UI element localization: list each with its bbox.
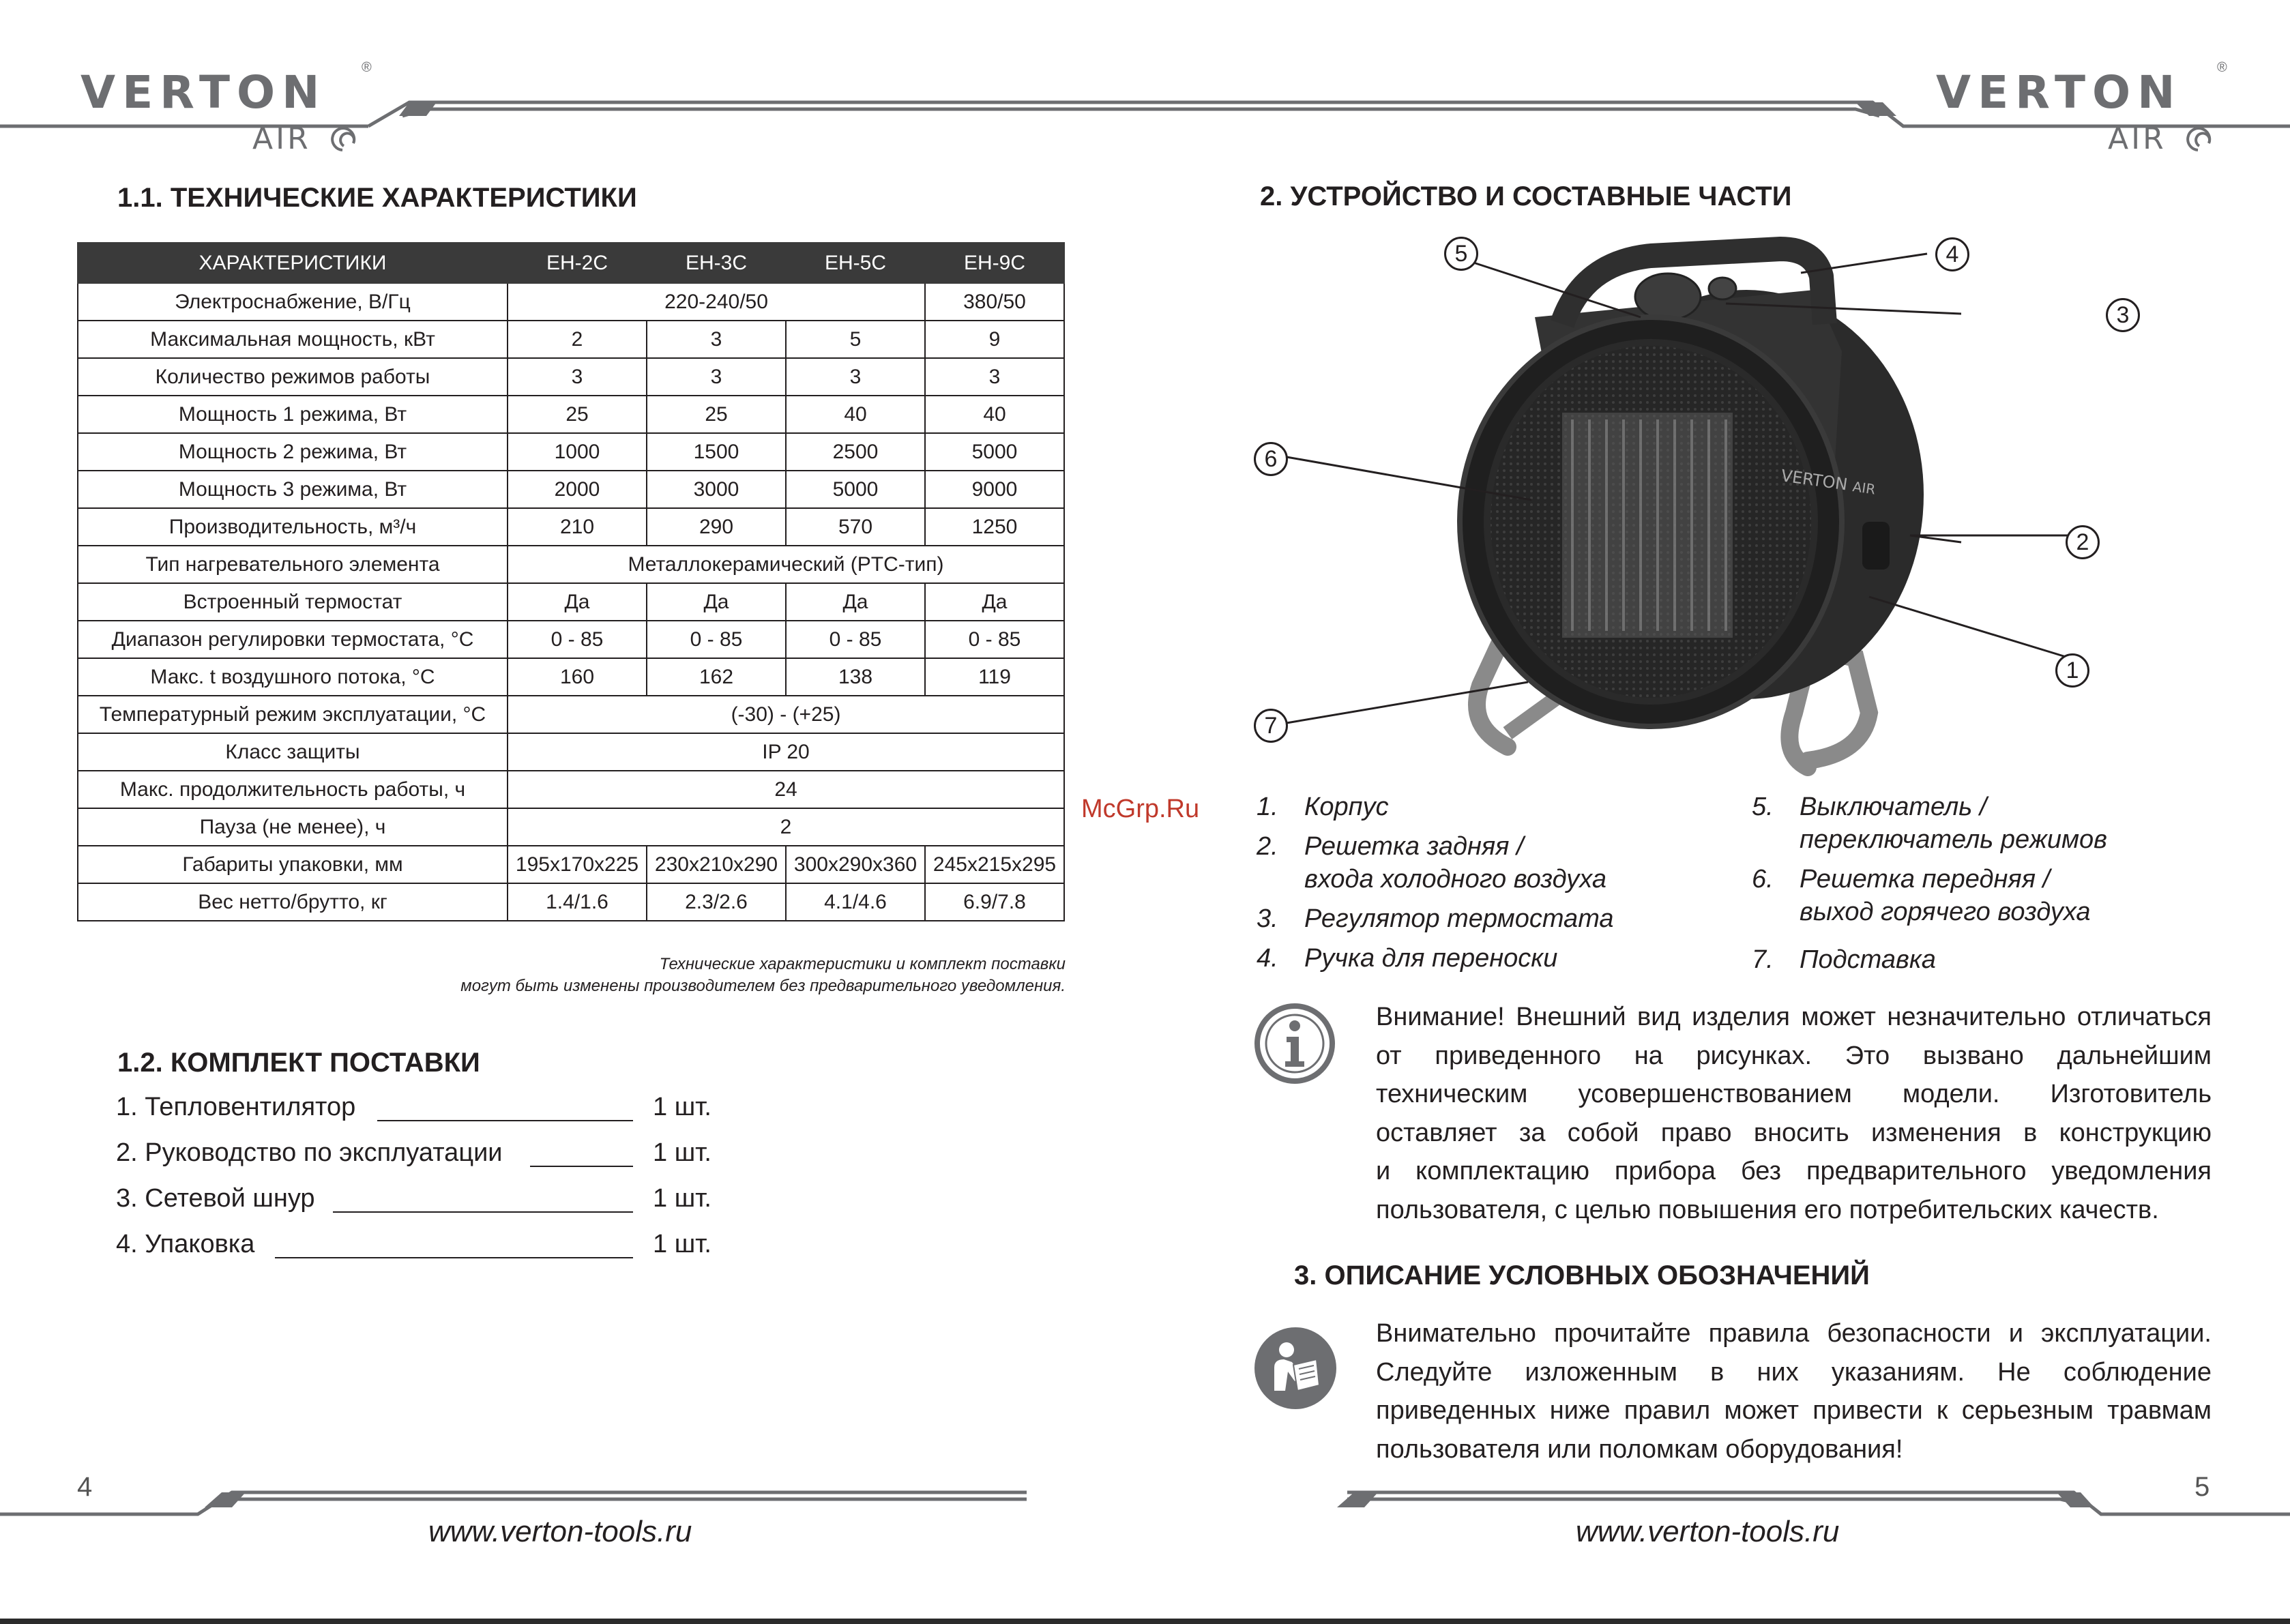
brand-logo-left: VERTON <box>80 66 327 119</box>
legend-left <box>1257 791 1614 981</box>
table-cell: 210 <box>508 508 647 546</box>
table-row <box>78 658 1064 696</box>
callout-leaders <box>1255 232 2156 750</box>
table-cell: Макс. продолжительность работы, ч <box>78 771 508 808</box>
table-row <box>78 396 1064 433</box>
table-cell: 2000 <box>508 471 647 508</box>
table-cell: Мощность 3 режима, Вт <box>78 471 508 508</box>
kit-leader-line <box>530 1166 633 1167</box>
table-cell: Макс. t воздушного потока, °С <box>78 658 508 696</box>
kit-item: 2. Руководство по эксплуатации <box>116 1138 503 1167</box>
table-cell: Да <box>508 583 647 621</box>
table-row <box>78 546 1064 583</box>
callout-5: 5 <box>1444 237 1478 271</box>
table-cell: Габариты упаковки, мм <box>78 846 508 883</box>
footer-decoration <box>0 1480 2290 1528</box>
table-row <box>78 283 1064 321</box>
table-cell: 3 <box>786 358 925 396</box>
table-cell: Количество режимов работы <box>78 358 508 396</box>
table-cell: 4.1/4.6 <box>786 883 925 921</box>
table-cell: 300x290x360 <box>786 846 925 883</box>
table-cell: 570 <box>786 508 925 546</box>
table-cell: 9000 <box>925 471 1064 508</box>
table-cell: 2.3/2.6 <box>647 883 786 921</box>
table-cell: 2 <box>508 808 1064 846</box>
table-row <box>78 583 1064 621</box>
legend-item-5: 5. Выключатель / переключатель режимов <box>1752 793 2107 854</box>
footer-url-left: www.verton-tools.ru <box>428 1515 692 1548</box>
legend-item-7: 7. Подставка <box>1752 945 1936 974</box>
table-cell: Тип нагревательного элемента <box>78 546 508 583</box>
legend-item-6: 6. Решетка передняя / выход горячего воздуха <box>1752 865 2091 926</box>
table-cell: Мощность 1 режима, Вт <box>78 396 508 433</box>
registered-mark-left: ® <box>362 60 372 75</box>
table-cell: 2500 <box>786 433 925 471</box>
callout-3: 3 <box>2106 298 2140 332</box>
table-cell: 0 - 85 <box>647 621 786 658</box>
info-icon <box>1254 1003 1336 1084</box>
table-cell: Да <box>925 583 1064 621</box>
table-header-cell: EH-5C <box>786 243 925 283</box>
table-row <box>78 696 1064 733</box>
heater-label: VERTON <box>1780 466 1849 494</box>
table-cell: 24 <box>508 771 1064 808</box>
table-cell: 3000 <box>647 471 786 508</box>
table-row <box>78 808 1064 846</box>
kit-leader-line <box>377 1120 633 1121</box>
table-cell: Диапазон регулировки термостата, °С <box>78 621 508 658</box>
kit-qty: 1 шт. <box>653 1093 711 1121</box>
table-row <box>78 471 1064 508</box>
callout-7: 7 <box>1254 709 1288 743</box>
table-cell: 40 <box>925 396 1064 433</box>
table-cell: 230x210x290 <box>647 846 786 883</box>
table-cell: 0 - 85 <box>925 621 1064 658</box>
table-cell: Пауза (не менее), ч <box>78 808 508 846</box>
table-cell: 40 <box>786 396 925 433</box>
page-number-left: 4 <box>77 1472 93 1502</box>
table-cell: Да <box>786 583 925 621</box>
legend-item-2: 2. Решетка задняя / входа холодного воздуха <box>1257 832 1606 894</box>
svg-text:AIR: AIR <box>1851 478 1877 498</box>
table-cell: IP 20 <box>508 733 1064 771</box>
table-cell: 1.4/1.6 <box>508 883 647 921</box>
brand-sub-right: AIR <box>2108 121 2167 156</box>
kit-item: 1. Тепловентилятор <box>116 1093 356 1121</box>
callout-4: 4 <box>1935 237 1969 271</box>
callout-2: 2 <box>2066 525 2100 559</box>
kit-item: 4. Упаковка <box>116 1230 255 1258</box>
table-header-cell: ХАРАКТЕРИСТИКИ <box>78 243 508 283</box>
kit-leader-line <box>275 1257 633 1258</box>
device-heading: 2. УСТРОЙСТВО И СОСТАВНЫЕ ЧАСТИ <box>1260 181 1792 211</box>
specs-heading: 1.1. ТЕХНИЧЕСКИЕ ХАРАКТЕРИСТИКИ <box>117 183 637 213</box>
legend-right <box>1752 791 2107 983</box>
table-cell: 195x170x225 <box>508 846 647 883</box>
table-row <box>78 508 1064 546</box>
kit-leader-line <box>333 1211 633 1213</box>
kit-qty: 1 шт. <box>653 1138 711 1167</box>
table-cell: Вес нетто/брутто, кг <box>78 883 508 921</box>
table-cell: 119 <box>925 658 1064 696</box>
table-cell: 3 <box>508 358 647 396</box>
kit-qty: 1 шт. <box>653 1184 711 1213</box>
table-header-cell: EH-3C <box>647 243 786 283</box>
table-cell: 9 <box>925 321 1064 358</box>
table-cell: 25 <box>647 396 786 433</box>
table-row <box>78 358 1064 396</box>
attention-text: Внимание! Внешний вид изделия может незначительно отличаться от приведенного на рисунках. Это вызвано дальнейшим техническим усовершенствованием модели. Изготовитель оставляет за собой право вносить изменения в конструкцию и комплектацию прибора без предварительного уведомления пользователя, с целью повышения его потребительских качеств. <box>1376 1003 2212 1224</box>
table-cell: 290 <box>647 508 786 546</box>
table-cell: Металлокерамический (PTC-тип) <box>508 546 1064 583</box>
table-header-cell: EH-9C <box>925 243 1064 283</box>
table-cell: 1500 <box>647 433 786 471</box>
table-row <box>78 321 1064 358</box>
table-cell: 380/50 <box>925 283 1064 321</box>
table-cell: 1250 <box>925 508 1064 546</box>
table-cell: 0 - 85 <box>786 621 925 658</box>
table-row <box>78 883 1064 921</box>
table-cell: 245x215x295 <box>925 846 1064 883</box>
table-cell: (-30) - (+25) <box>508 696 1064 733</box>
table-cell: 3 <box>647 321 786 358</box>
table-cell: 162 <box>647 658 786 696</box>
table-cell: Температурный режим эксплуатации, °С <box>78 696 508 733</box>
kit-heading: 1.2. КОМПЛЕКТ ПОСТАВКИ <box>117 1048 480 1078</box>
kit-item: 3. Сетевой шнур <box>116 1184 315 1213</box>
table-cell: Да <box>647 583 786 621</box>
read-manual-text: Внимательно прочитайте правила безопасности и эксплуатации. Следуйте изложенным в них указаниям. Не соблюдение приведенных ниже правил может привести к серьезным травмам пользователя или поломкам оборудования! <box>1376 1319 2212 1464</box>
table-cell: 1000 <box>508 433 647 471</box>
callout-6: 6 <box>1254 442 1288 476</box>
footer-url-right: www.verton-tools.ru <box>1576 1515 1840 1548</box>
table-cell: 25 <box>508 396 647 433</box>
table-cell: Производительность, м³/ч <box>78 508 508 546</box>
table-row <box>78 771 1064 808</box>
registered-mark-right: ® <box>2217 60 2227 75</box>
table-cell: 220-240/50 <box>508 283 925 321</box>
table-cell: 6.9/7.8 <box>925 883 1064 921</box>
kit-qty: 1 шт. <box>653 1230 711 1258</box>
table-cell: 5000 <box>925 433 1064 471</box>
specs-table <box>77 242 1065 921</box>
table-cell: 5 <box>786 321 925 358</box>
read-manual-icon <box>1254 1327 1337 1410</box>
legend-item-4: 4. Ручка для переноски <box>1257 944 1558 973</box>
table-row <box>78 621 1064 658</box>
legend-item-3: 3. Регулятор термостата <box>1257 904 1614 933</box>
table-cell: 2 <box>508 321 647 358</box>
table-row <box>78 846 1064 883</box>
air-wave-icon-left <box>327 123 356 151</box>
symbols-heading: 3. ОПИСАНИЕ УСЛОВНЫХ ОБОЗНАЧЕНИЙ <box>1294 1260 1870 1290</box>
bottom-border <box>0 1619 2290 1624</box>
brand-logo-right: VERTON <box>1936 66 2182 119</box>
legend-item-1: 1. Корпус <box>1257 793 1389 821</box>
watermark: McGrp.Ru <box>1081 795 1200 823</box>
table-cell: 3 <box>647 358 786 396</box>
table-cell: 160 <box>508 658 647 696</box>
table-cell: 0 - 85 <box>508 621 647 658</box>
table-cell: 138 <box>786 658 925 696</box>
spec-note-line2: могут быть изменены производителем без предварительного уведомления. <box>460 977 1066 995</box>
table-cell: Класс защиты <box>78 733 508 771</box>
table-cell: Встроенный термостат <box>78 583 508 621</box>
page-number-right: 5 <box>2194 1472 2210 1502</box>
table-header-row <box>78 243 1064 283</box>
table-cell: Электроснабжение, В/Гц <box>78 283 508 321</box>
table-cell: Мощность 2 режима, Вт <box>78 433 508 471</box>
table-cell: Максимальная мощность, кВт <box>78 321 508 358</box>
table-cell: 5000 <box>786 471 925 508</box>
table-row <box>78 433 1064 471</box>
table-row <box>78 733 1064 771</box>
air-wave-icon-right <box>2183 123 2212 151</box>
callout-1: 1 <box>2055 653 2089 688</box>
table-header-cell: EH-2C <box>508 243 647 283</box>
spec-note-line1: Технические характеристики и комплект поставки <box>659 955 1066 973</box>
table-cell: 3 <box>925 358 1064 396</box>
brand-sub-left: AIR <box>252 121 311 156</box>
